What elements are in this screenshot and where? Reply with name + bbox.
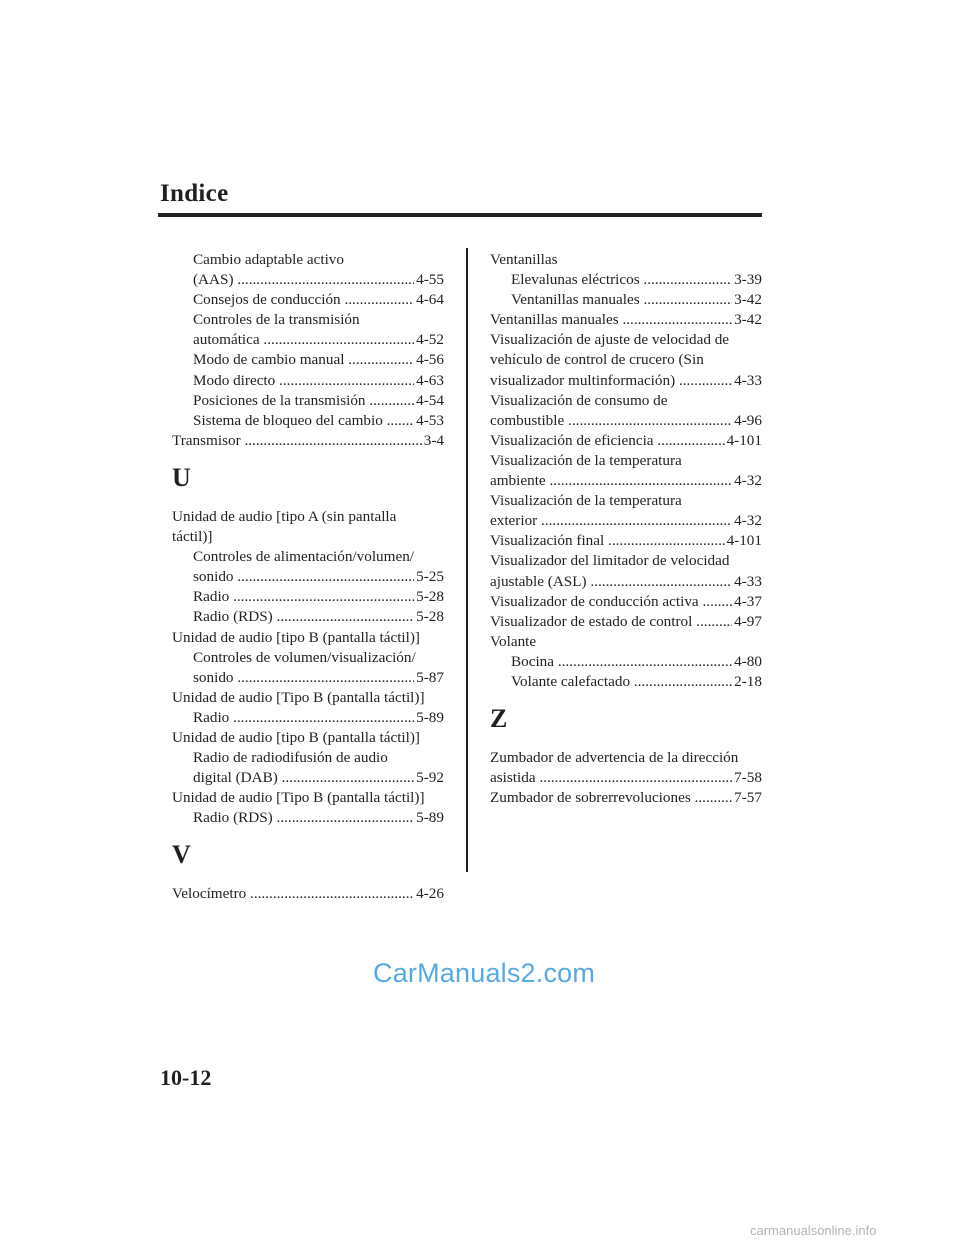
index-entry-page: 5-89 bbox=[416, 809, 444, 827]
index-entry[interactable] bbox=[490, 592, 762, 612]
index-column-right bbox=[490, 250, 762, 808]
watermark-logo[interactable]: CarManuals2.com bbox=[373, 958, 596, 988]
index-entry-label: Visualizador de estado de control ..... bbox=[490, 612, 732, 632]
index-entry-label: sonido ..... bbox=[193, 567, 414, 587]
index-entry[interactable] bbox=[490, 411, 762, 431]
index-entry-label: Ventanillas manuales ..... bbox=[511, 290, 732, 310]
index-column-left bbox=[172, 250, 444, 905]
index-entry-label: Sistema de bloqueo del cambio ..... bbox=[193, 411, 414, 431]
index-heading-line: Cambio adaptable activo bbox=[193, 251, 344, 268]
index-entry-page: 5-25 bbox=[416, 568, 444, 586]
index-entry[interactable] bbox=[490, 531, 762, 551]
index-entry[interactable] bbox=[490, 612, 762, 632]
index-entry[interactable] bbox=[172, 431, 444, 451]
index-entry[interactable] bbox=[490, 788, 762, 808]
index-entry-label: Modo directo ..... bbox=[193, 371, 414, 391]
index-heading-line: vehículo de control de crucero (Sin bbox=[490, 351, 704, 369]
section-letter: U bbox=[172, 462, 191, 492]
index-entry-page: 4-53 bbox=[416, 411, 444, 429]
index-entry-page: 4-55 bbox=[416, 271, 444, 289]
index-entry-page: 4-32 bbox=[734, 512, 762, 530]
index-heading-line: Unidad de audio [tipo B (pantalla táctil)] bbox=[172, 728, 420, 746]
index-entry[interactable] bbox=[172, 768, 444, 788]
index-entry-label: Visualización de eficiencia ..... bbox=[490, 431, 725, 451]
index-heading-line: Unidad de audio [Tipo B (pantalla táctil)] bbox=[172, 688, 425, 706]
index-entry-label: exterior ..... bbox=[490, 511, 732, 531]
index-heading-line: Unidad de audio [tipo A (sin pantalla bbox=[172, 507, 397, 525]
index-entry[interactable] bbox=[172, 587, 444, 607]
index-entry-label: visualizador multinformación) ..... bbox=[490, 371, 732, 391]
index-entry-label: Transmisor ..... bbox=[172, 431, 422, 451]
index-entry[interactable] bbox=[172, 391, 444, 411]
index-heading-line: Visualizador del limitador de velocidad bbox=[490, 552, 730, 570]
section-letter: Z bbox=[490, 704, 508, 734]
index-entry-page: 4-63 bbox=[416, 371, 444, 389]
index-entry[interactable] bbox=[172, 808, 444, 828]
index-entry-page: 2-18 bbox=[734, 672, 762, 690]
index-entry-page: 5-28 bbox=[416, 608, 444, 626]
index-heading-line: Visualización de la temperatura bbox=[490, 451, 682, 469]
index-entry-label: Radio (RDS) ..... bbox=[193, 808, 414, 828]
index-entry[interactable] bbox=[490, 270, 762, 290]
index-entry[interactable] bbox=[172, 708, 444, 728]
index-heading-line: Visualización de consumo de bbox=[490, 391, 668, 409]
page-number: 10-12 bbox=[160, 1065, 212, 1090]
index-entry[interactable] bbox=[172, 371, 444, 391]
index-entry[interactable] bbox=[490, 768, 762, 788]
index-entry-label: Modo de cambio manual ..... bbox=[193, 350, 414, 370]
index-entry[interactable] bbox=[490, 371, 762, 391]
index-entry-label: Visualización final ..... bbox=[490, 531, 725, 551]
index-heading-line: Zumbador de advertencia de la dirección bbox=[490, 749, 739, 767]
index-entry-label: ambiente ..... bbox=[490, 471, 732, 491]
index-entry-label: digital (DAB) ..... bbox=[193, 768, 414, 788]
index-entry-label: Velocímetro ..... bbox=[172, 884, 414, 904]
index-entry[interactable] bbox=[172, 350, 444, 370]
index-entry-label: Consejos de conducción ..... bbox=[193, 290, 414, 310]
index-entry-page: 7-58 bbox=[734, 769, 762, 787]
index-heading-line: Unidad de audio [tipo B (pantalla táctil)] bbox=[172, 628, 420, 646]
index-entry-label: Radio ..... bbox=[193, 587, 414, 607]
index-heading-line: Controles de la transmisión bbox=[193, 311, 360, 329]
index-entry-label: combustible ..... bbox=[490, 411, 732, 431]
index-entry-page: 4-64 bbox=[416, 291, 444, 309]
index-entry-page: 5-28 bbox=[416, 588, 444, 606]
index-entry[interactable] bbox=[490, 310, 762, 330]
index-entry-label: Zumbador de sobrerrevoluciones ..... bbox=[490, 788, 732, 808]
index-entry[interactable] bbox=[172, 290, 444, 310]
index-entry-label: (AAS) ..... bbox=[193, 270, 414, 290]
index-entry-page: 3-42 bbox=[734, 291, 762, 309]
index-entry[interactable] bbox=[172, 567, 444, 587]
index-entry[interactable] bbox=[490, 471, 762, 491]
footer-site-link[interactable]: carmanualsonline.info bbox=[750, 1223, 877, 1238]
index-entry-page: 4-96 bbox=[734, 411, 762, 429]
index-entry[interactable] bbox=[490, 652, 762, 672]
index-entry-page: 4-54 bbox=[416, 391, 444, 409]
index-heading-line: Volante bbox=[490, 632, 537, 650]
section-letter: V bbox=[172, 840, 191, 870]
index-entry-page: 4-26 bbox=[416, 885, 444, 903]
index-entry-page: 3-39 bbox=[734, 271, 762, 289]
index-entry-page: 4-101 bbox=[726, 532, 762, 550]
index-entry-label: Radio (RDS) ..... bbox=[193, 607, 414, 627]
index-entry-page: 4-101 bbox=[726, 431, 762, 449]
index-entry[interactable] bbox=[490, 511, 762, 531]
index-heading-line: Radio de radiodifusión de audio bbox=[193, 749, 388, 767]
index-entry-page: 5-87 bbox=[416, 668, 444, 686]
index-heading-line: Ventanillas bbox=[490, 251, 558, 268]
index-entry-page: 4-33 bbox=[734, 572, 762, 590]
index-entry[interactable] bbox=[490, 572, 762, 592]
index-entry-label: Volante calefactado ..... bbox=[511, 672, 732, 692]
index-entry-label: Radio ..... bbox=[193, 708, 414, 728]
index-entry[interactable] bbox=[172, 270, 444, 290]
index-entry-page: 4-33 bbox=[734, 371, 762, 389]
index-entry[interactable] bbox=[172, 607, 444, 627]
index-entry-label: Visualizador de conducción activa ..... bbox=[490, 592, 732, 612]
index-entry-label: Bocina ..... bbox=[511, 652, 732, 672]
index-entry-page: 4-80 bbox=[734, 652, 762, 670]
index-entry-page: 4-32 bbox=[734, 472, 762, 490]
index-entry[interactable] bbox=[490, 672, 762, 692]
index-entry-page: 4-52 bbox=[416, 331, 444, 349]
index-entry-label: Posiciones de la transmisión ..... bbox=[193, 391, 414, 411]
index-entry-page: 7-57 bbox=[734, 789, 762, 807]
column-divider bbox=[466, 248, 468, 872]
index-entry[interactable] bbox=[490, 431, 762, 451]
index-entry[interactable] bbox=[172, 411, 444, 431]
header-rule bbox=[158, 213, 762, 217]
index-entry[interactable] bbox=[172, 884, 444, 904]
index-entry[interactable] bbox=[490, 290, 762, 310]
index-entry-page: 5-89 bbox=[416, 708, 444, 726]
index-entry-page: 3-42 bbox=[734, 311, 762, 329]
index-entry[interactable] bbox=[172, 668, 444, 688]
index-entry-label: ajustable (ASL) ..... bbox=[490, 572, 732, 592]
index-entry-page: 5-92 bbox=[416, 769, 444, 787]
index-heading-line: táctil)] bbox=[172, 528, 213, 546]
index-entry-page: 4-37 bbox=[734, 592, 762, 610]
index-entry-page: 4-56 bbox=[416, 351, 444, 369]
index-entry-label: Elevalunas eléctricos ..... bbox=[511, 270, 732, 290]
index-entry-page: 4-97 bbox=[734, 612, 762, 630]
index-entry-label: Ventanillas manuales ..... bbox=[490, 310, 732, 330]
index-entry-label: automática ..... bbox=[193, 330, 414, 350]
index-heading-line: Visualización de la temperatura bbox=[490, 492, 682, 510]
page-title: Indice bbox=[160, 180, 229, 207]
index-entry-label: sonido ..... bbox=[193, 668, 414, 688]
index-heading-line: Unidad de audio [Tipo B (pantalla táctil)] bbox=[172, 789, 425, 807]
index-heading-line: Controles de volumen/visualización/ bbox=[193, 648, 416, 666]
index-entry-page: 3-4 bbox=[423, 431, 444, 449]
index-entry[interactable] bbox=[172, 330, 444, 350]
index-heading-line: Controles de alimentación/volumen/ bbox=[193, 548, 415, 566]
index-heading-line: Visualización de ajuste de velocidad de bbox=[490, 331, 730, 349]
index-entry-label: asistida ..... bbox=[490, 768, 732, 788]
